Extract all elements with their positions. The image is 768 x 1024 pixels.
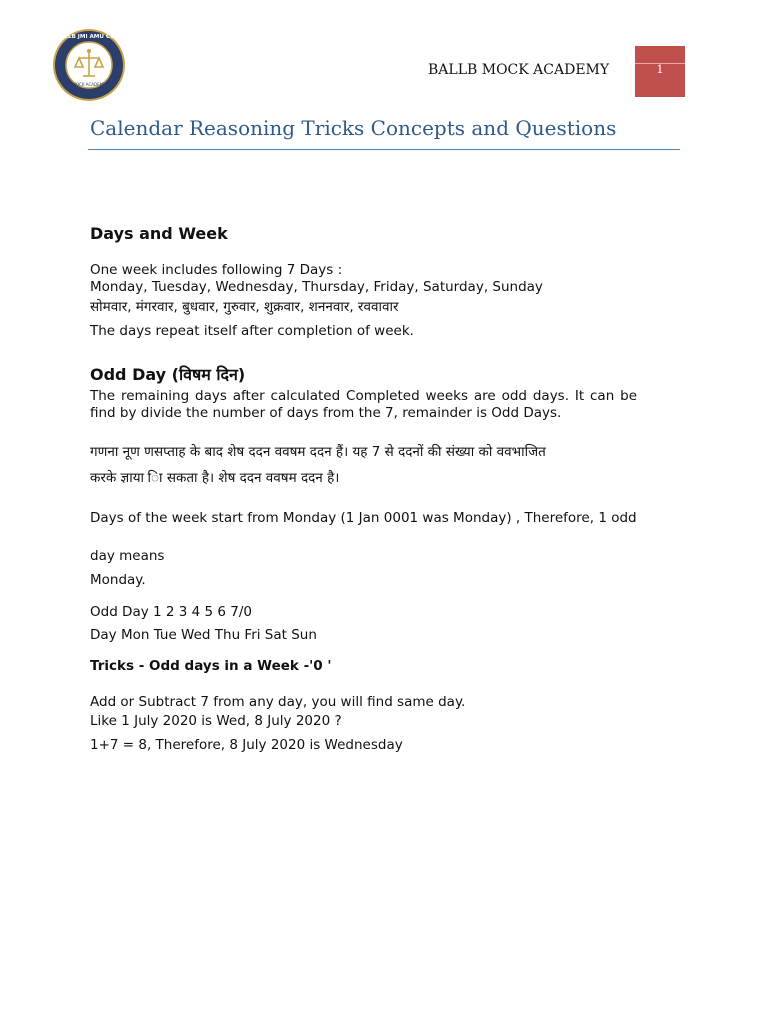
week-start-line-3: Monday.: [90, 572, 146, 588]
odd-day-hindi-line-2: करके ज्ञाया िा सकता है। शेष ददन ववषम ददन है।: [90, 470, 340, 486]
tricks-line-3: 1+7 = 8, Therefore, 8 July 2020 is Wednesday: [90, 737, 403, 753]
academy-logo: [52, 28, 126, 102]
tricks-line-2: Like 1 July 2020 is Wed, 8 July 2020 ?: [90, 713, 342, 729]
day-name-row: Day Mon Tue Wed Thu Fri Sat Sun: [90, 627, 317, 643]
page-number: 1: [656, 63, 664, 76]
odd-day-definition: The remaining days after calculated Completed weeks are odd days. It can be find by divide the number of days from the 7, remainder is Odd Days.: [90, 388, 637, 421]
days-repeat-note: The days repeat itself after completion of week.: [90, 323, 414, 339]
heading-tricks: Tricks - Odd days in a Week -'0 ': [90, 658, 332, 674]
week-start-line-2: day means: [90, 548, 165, 564]
document-title: Calendar Reasoning Tricks Concepts and Questions: [90, 116, 617, 140]
title-divider: [88, 149, 680, 150]
logo-inner-text: MOCK ACADEMY: [72, 82, 106, 87]
days-hindi-list: सोमवार, मंगरवार, बुधवार, गुरुवार, शुक्रवार, शननवार, रववावार: [90, 299, 399, 315]
page-number-badge: [635, 46, 685, 97]
days-english-list: Monday, Tuesday, Wednesday, Thursday, Friday, Saturday, Sunday: [90, 279, 543, 295]
heading-odd-day: Odd Day (विषम दिन): [90, 365, 246, 384]
week-start-line-1: Days of the week start from Monday (1 Jan 0001 was Monday) , Therefore, 1 odd: [90, 510, 637, 526]
academy-name: BALLB MOCK ACADEMY: [428, 62, 610, 78]
logo-ring-text: BALLB JMI AMU CUET: [55, 34, 123, 40]
odd-day-number-row: Odd Day 1 2 3 4 5 6 7/0: [90, 604, 253, 620]
days-intro: One week includes following 7 Days :: [90, 262, 343, 278]
heading-days-and-week: Days and Week: [90, 224, 228, 243]
odd-day-hindi-line-1: गणना नूण णसप्ताह के बाद शेष ददन ववषम ददन हैं। यह 7 से ददनों की संख्या को ववभाजित: [90, 444, 546, 460]
tricks-line-1: Add or Subtract 7 from any day, you will find same day.: [90, 694, 466, 710]
